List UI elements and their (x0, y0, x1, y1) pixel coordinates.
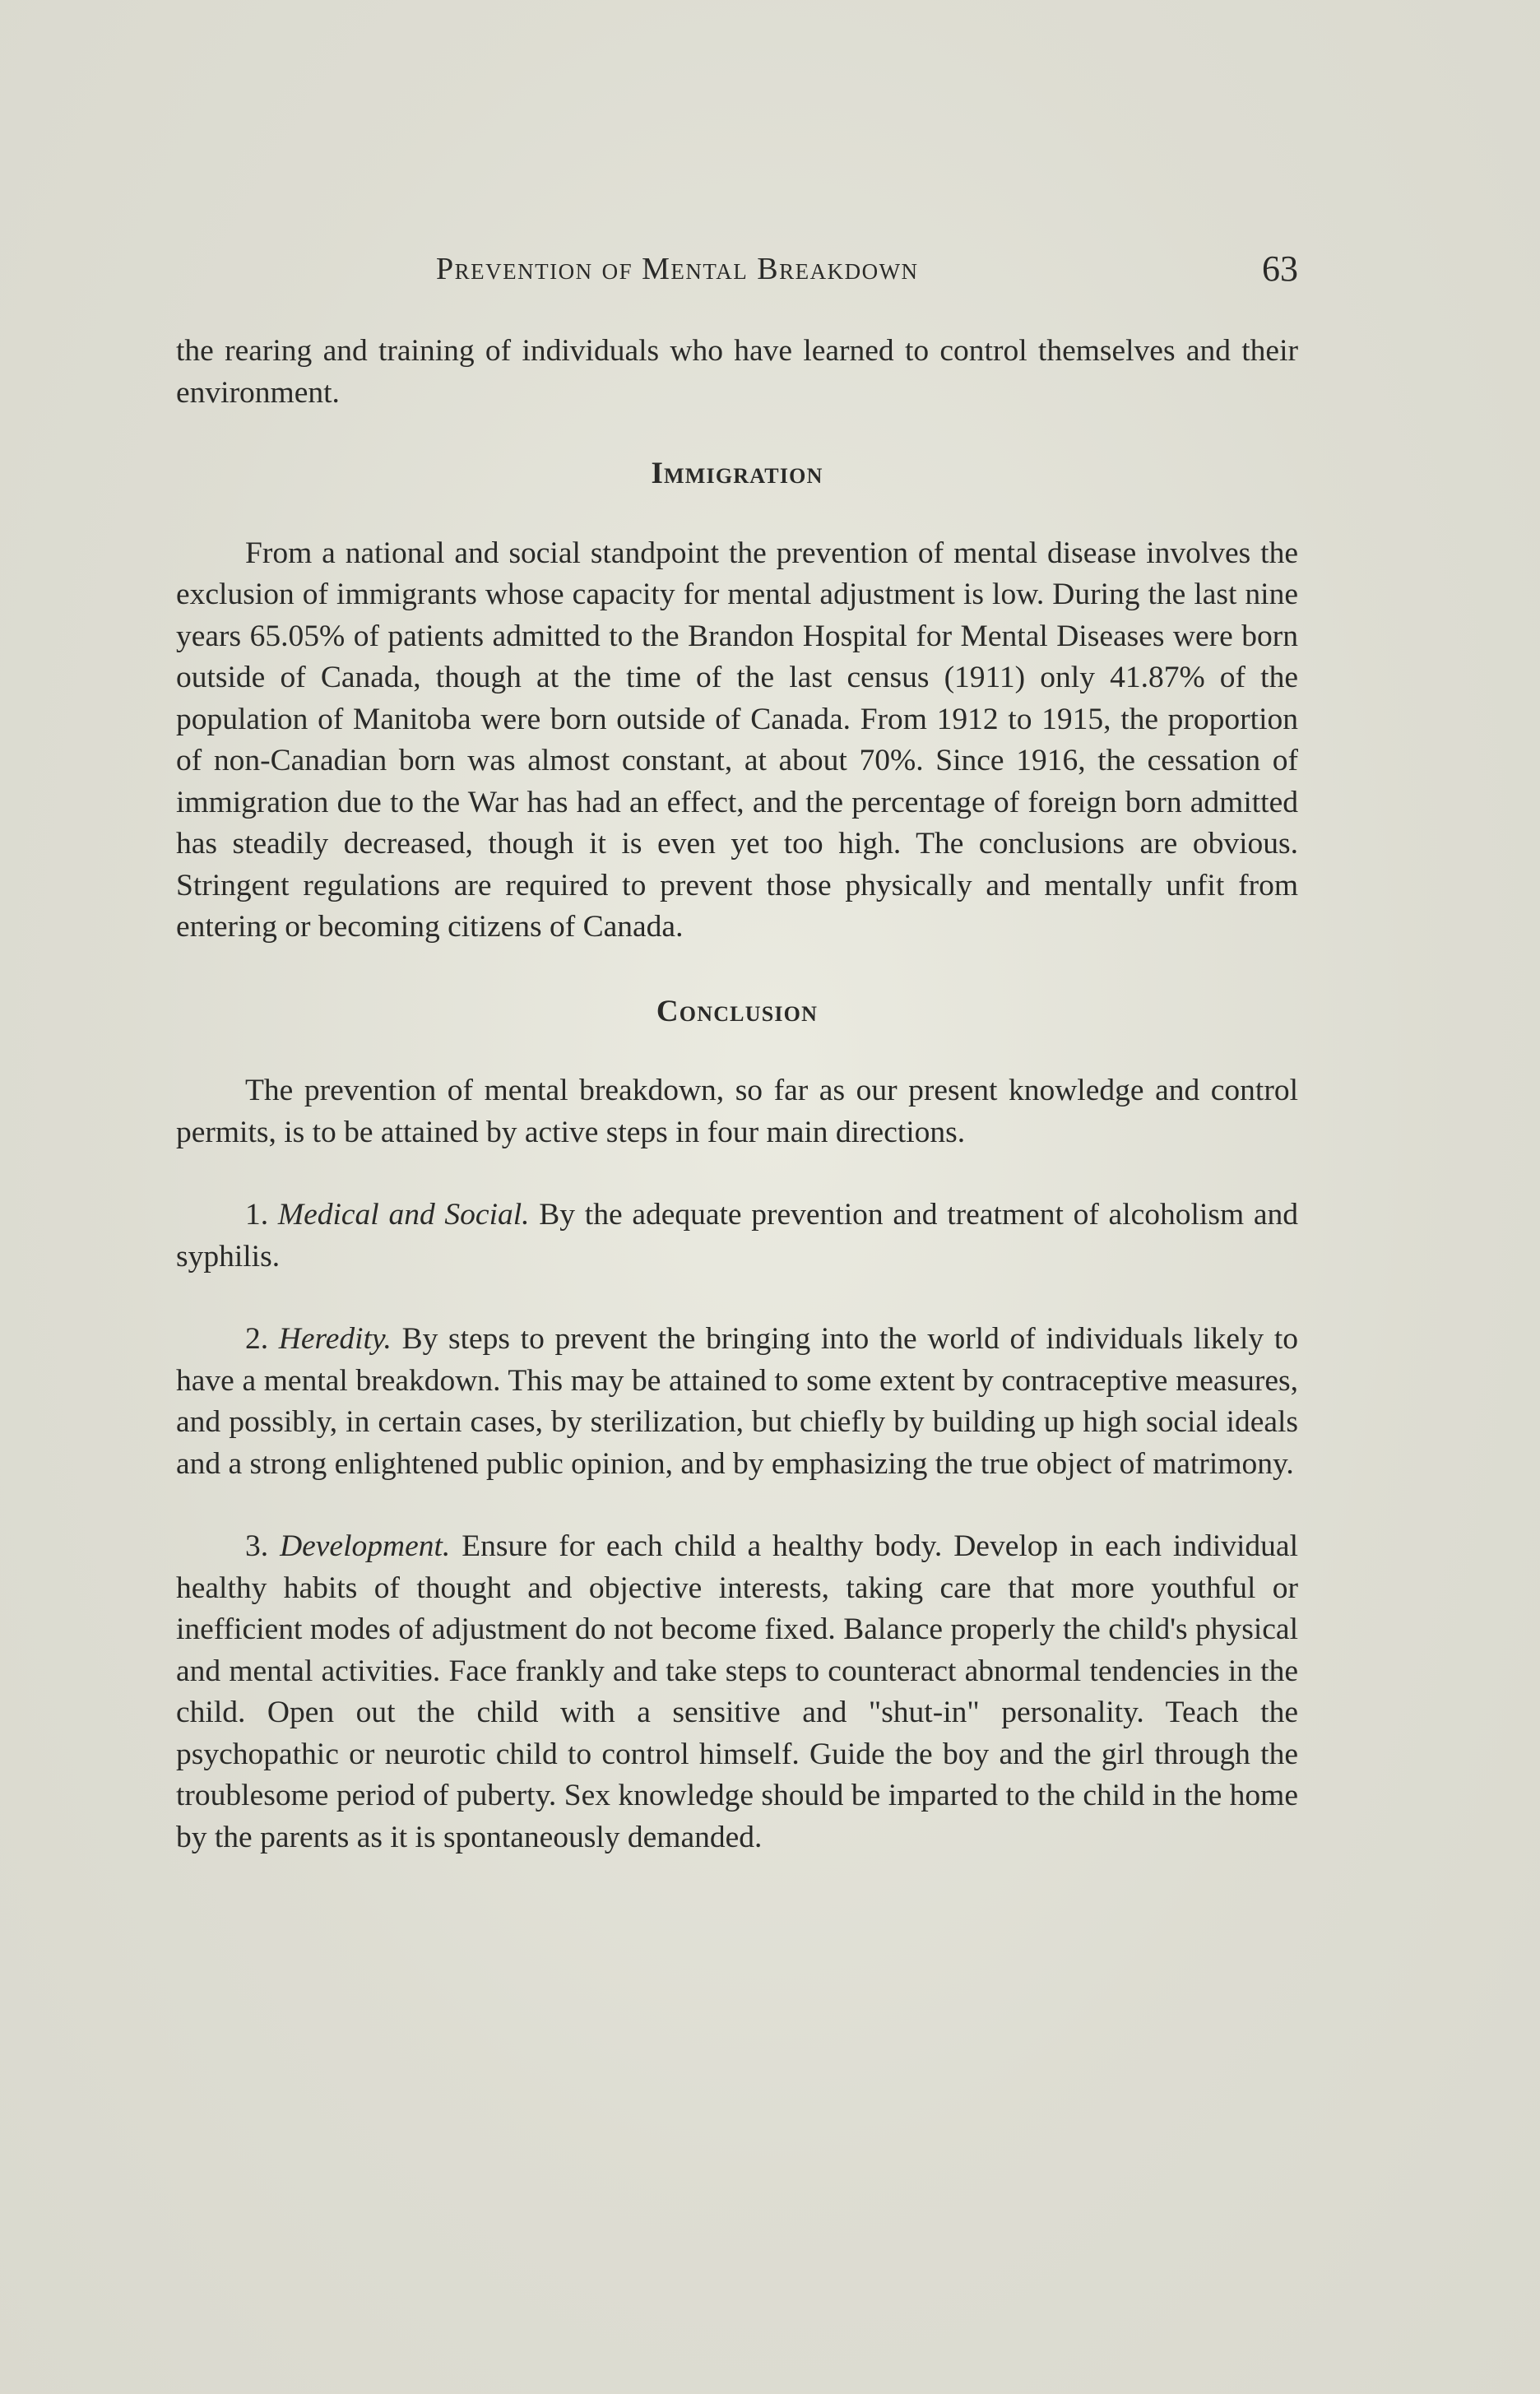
list-item-development (176, 1526, 1298, 1858)
page-header (176, 248, 1298, 300)
item-number: 3. (245, 1529, 269, 1563)
item-number: 2. (245, 1322, 269, 1356)
item-title: Medical and Social. (277, 1198, 530, 1232)
item-text: Ensure for each child a healthy body. Develop in each individual healthy habits of thought and objective interests, taking care that more youthful or inefficient modes of adjustment do not become fixed. Balance properly the child's physical and mental activities. Face frankly and take steps to counteract abnormal tendencies in the child. Open out the child with a sensitive and "shut-in" personality. Teach the psychopathic or neurotic child to control himself. Guide the boy and the girl through the troublesome period of puberty. Sex knowledge should be imparted to the child in the home by the parents as it is spontaneously demanded. (176, 1529, 1298, 1854)
running-title: Prevention of Mental Breakdown (436, 252, 919, 286)
item-text: By steps to prevent the bringing into the world of individuals likely to have a mental breakdown. This may be attained to some extent by contraceptive measures, and possibly, in certain cases, by sterilization, but chiefly by building up high social ideals and a strong enlightened public opinion, and by emphasizing the true object of matrimony. (176, 1322, 1298, 1481)
list-item-heredity (176, 1319, 1298, 1485)
immigration-paragraph: From a national and social standpoint the prevention of mental disease involves the exclusion of immigrants whose capacity for mental adjustment is low. During the last nine years 65.05% of patients admitted to the Brandon Hospital for Mental Diseases were born outside of Canada, though at the time of the last census (1911) only 41.87% of the population of Manitoba were born outside of Canada. From 1912 to 1915, the proportion of non-Canadian born was almost constant, at about 70%. Since 1916, the cessation of immigration due to the War has had an effect, and the percentage of foreign born admitted has steadily decreased, though it is even yet too high. The conclusions are obvious. Stringent regulations are required to prevent those physically and mentally unfit from entering or becoming citizens of Canada. (176, 536, 1298, 944)
section-heading-immigration: Immigration (651, 457, 823, 490)
list-item-medical-social (176, 1195, 1298, 1278)
section-heading-conclusion: Conclusion (656, 994, 819, 1028)
body-text (176, 331, 1298, 1858)
item-title: Heredity. (278, 1322, 392, 1356)
item-title: Development. (280, 1529, 451, 1563)
item-number: 1. (245, 1198, 269, 1232)
intro-paragraph: the rearing and training of individuals who have learned to control themselves and their environment. (176, 334, 1298, 410)
page-number: 63 (1262, 248, 1298, 289)
conclusion-paragraph: The prevention of mental breakdown, so far as our present knowledge and control permits, is to be attained by active steps in four main directions. (176, 1074, 1298, 1149)
item-text: By the adequate prevention and treatment of alcoholism and syphilis. (176, 1198, 1298, 1274)
